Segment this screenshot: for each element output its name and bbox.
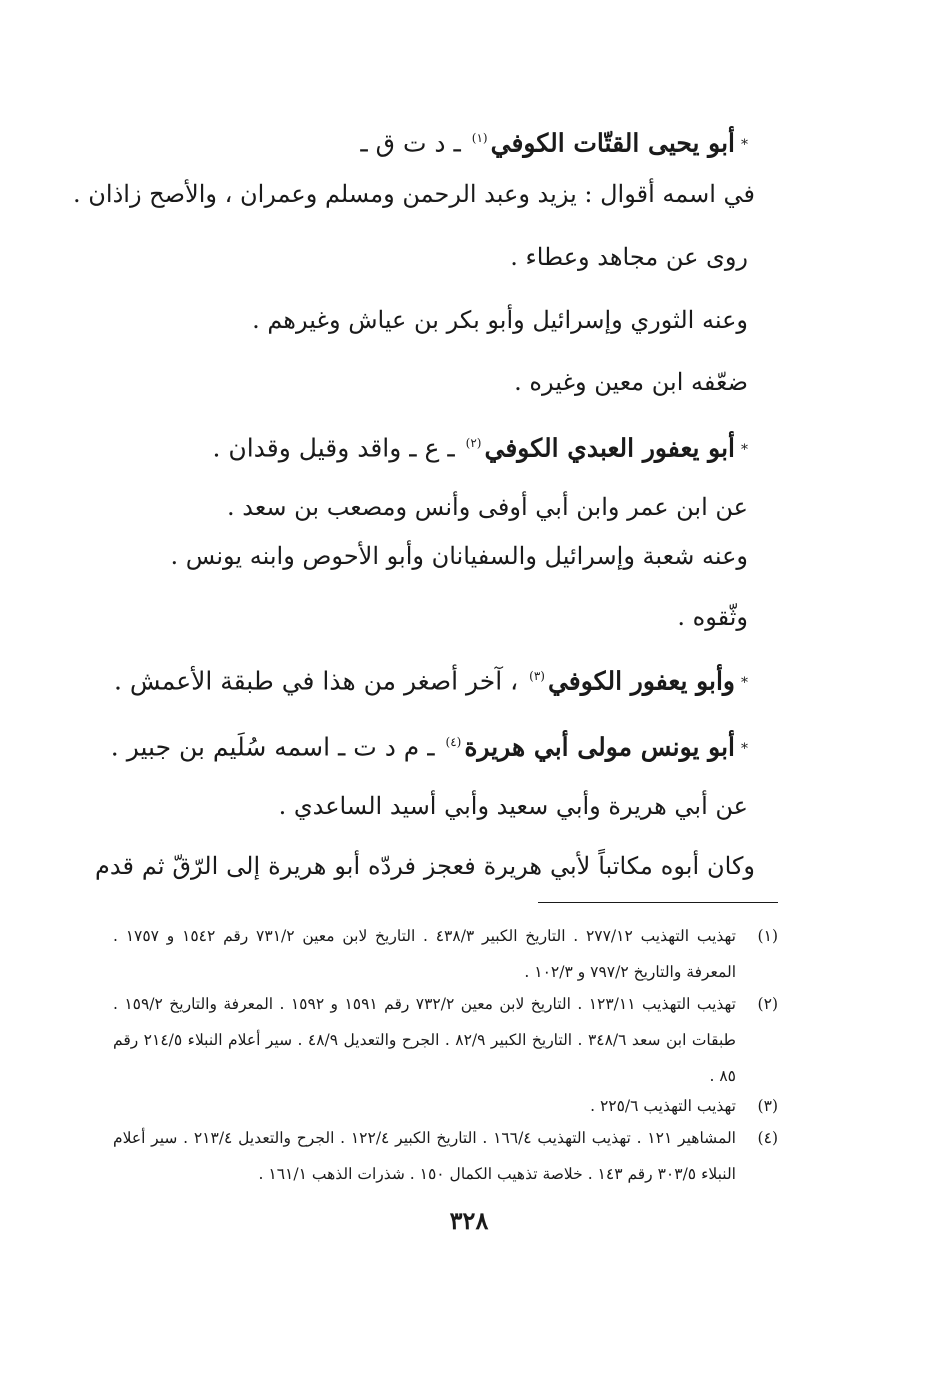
asterisk-marker: * bbox=[741, 136, 748, 153]
footnote bbox=[113, 1120, 778, 1192]
entry-heading bbox=[88, 722, 748, 769]
footnote bbox=[113, 986, 778, 1094]
asterisk-marker: * bbox=[741, 674, 748, 691]
narrator-name: أبو يونس مولى أبي هريرة bbox=[464, 732, 735, 762]
footnote-number: (٣) bbox=[757, 1097, 778, 1115]
footnote-text: تهذيب التهذيب ٢٧٧/١٢ . التاريخ الكبير ٤٣٨/٣ . التاريخ لابن معين ٧٣١/٢ رقم ١٥٤٢ و ١٧٥٧ . المعرفة والتاريخ ٧٩٧/٢ و ١٠٢/٣ . bbox=[113, 927, 736, 981]
footnote bbox=[113, 1088, 778, 1124]
body-line: وعنه الثوري وإسرائيل وأبو بكر بن عياش وغيرهم . bbox=[252, 306, 748, 334]
body-line: عن أبي هريرة وأبي سعيد وأبي أسيد الساعدي . bbox=[278, 792, 748, 820]
asterisk-marker: * bbox=[741, 441, 748, 458]
narrator-name: وأبو يعفور الكوفي bbox=[547, 666, 735, 696]
footnote-number: (١) bbox=[757, 927, 778, 945]
entry-codes: ـ م د ت ـ اسمه سُلَيم بن جبير . bbox=[110, 732, 443, 762]
narrator-name: أبو يحيى القتّات الكوفي bbox=[490, 128, 735, 158]
body-line: ضعّفه ابن معين وغيره . bbox=[514, 368, 748, 396]
entry-heading bbox=[88, 423, 748, 470]
footnote-ref: (٢) bbox=[465, 436, 482, 450]
footnote-separator bbox=[538, 902, 778, 903]
asterisk-marker: * bbox=[741, 740, 748, 757]
entry-heading bbox=[88, 656, 748, 703]
footnote-number: (٤) bbox=[757, 1129, 778, 1147]
footnote bbox=[113, 918, 778, 990]
footnote-ref: (٣) bbox=[529, 669, 545, 683]
body-line: روى عن مجاهد وعطاء . bbox=[510, 243, 748, 271]
footnote-ref: (١) bbox=[471, 131, 488, 145]
footnote-text: تهذيب التهذيب ١٢٣/١١ . التاريخ لابن معين ٧٣٢/٢ رقم ١٥٩١ و ١٥٩٢ . المعرفة والتاريخ ١٥٩/٢ . طبقات ابن سعد ٣٤٨/٦ . التاريخ الكبير ٨٢/٩ . الجرح والتعديل ٤٨/٩ . سير أعلام النبلاء ٢١٤/٥ رقم ٨٥ . bbox=[113, 995, 736, 1085]
entry-codes: ـ د ت ق ـ bbox=[360, 128, 469, 158]
entry-heading bbox=[88, 118, 748, 165]
body-line: وعنه شعبة وإسرائيل والسفيانان وأبو الأحوص وابنه يونس . bbox=[170, 542, 748, 570]
footnote-text: المشاهير ١٢١ . تهذيب التهذيب ١٦٦/٤ . التاريخ الكبير ١٢٢/٤ . الجرح والتعديل ٢١٣/٤ . سير أعلام النبلاء ٣٠٣/٥ رقم ١٤٣ . خلاصة تذهيب الكمال ١٥٠ . شذرات الذهب ١٦١/١ . bbox=[113, 1129, 736, 1183]
narrator-name: أبو يعفور العبدي الكوفي bbox=[484, 433, 735, 463]
page-number: ٣٢٨ bbox=[449, 1206, 489, 1235]
body-line: في اسمه أقوال : يزيد وعبد الرحمن ومسلم وعمران ، والأصح زاذان . bbox=[73, 180, 755, 208]
entry-codes: ـ ع ـ واقد وقيل وقدان . bbox=[212, 433, 463, 463]
body-line: عن ابن عمر وابن أبي أوفى وأنس ومصعب بن سعد . bbox=[226, 493, 748, 521]
footnote-text: تهذيب التهذيب ٢٢٥/٦ . bbox=[590, 1097, 736, 1115]
body-line: وكان أبوه مكاتباً لأبي هريرة فعجز فردّه أبو هريرة إلى الرّقّ ثم قدم bbox=[95, 852, 755, 880]
footnote-ref: (٤) bbox=[445, 735, 462, 749]
body-line: وثّقوه . bbox=[677, 603, 748, 631]
entry-codes: ، آخر أصغر من هذا في طبقة الأعمش . bbox=[113, 666, 527, 696]
footnote-number: (٢) bbox=[757, 995, 778, 1013]
